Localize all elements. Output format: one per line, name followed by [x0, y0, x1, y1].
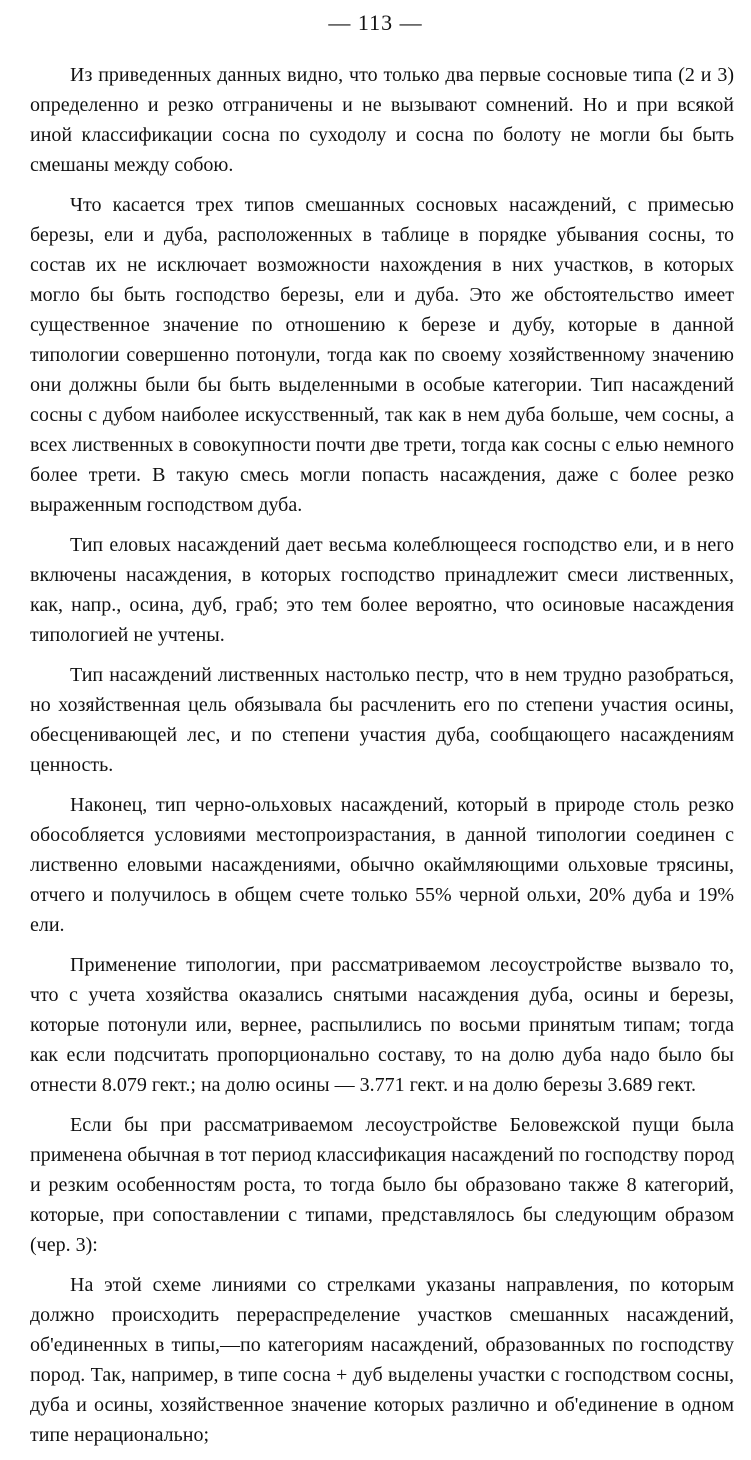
- paragraph: Тип еловых насаждений дает весьма колеблющееся господство ели, и в него включены насаждения, в которых господство принадлежит смеси лиственных, как, напр., осина, дуб, граб; это тем более вероятно, что осиновые насаждения типологией не учтены.: [30, 534, 734, 646]
- paragraph: Если бы при рассматриваемом лесоустройстве Беловежской пущи была применена обычная в тот период классификация насаждений по господству пород и резким особенностям роста, то тогда было бы образовано также 8 категорий, которые, при сопоставлении с типами, представлялось бы следующим образом (чер. 3):: [30, 1114, 734, 1256]
- paragraph: Наконец, тип черно-ольховых насаждений, который в природе столь резко обособляется условиями местопроизрастания, в данной типологии соединен с лиственно еловыми насаждениями, обычно окаймляющими ольховые трясины, отчего и получилось в общем счете только 55% черной ольхи, 20% дуба и 19% ели.: [30, 794, 734, 936]
- paragraph: Из приведенных данных видно, что только два первые сосновые типа (2 и 3) определенно и резко отграничены и не вызывают сомнений. Но и при всякой иной классификации сосна по суходолу и сосна по болоту не могли бы быть смешаны между собою.: [30, 64, 734, 176]
- paragraph: Что касается трех типов смешанных сосновых насаждений, с примесью березы, ели и дуба, расположенных в таблице в порядке убывания сосны, то состав их не исключает возможности нахождения в них участков, в которых могло бы быть господство березы, ели и дуба. Это же обстоятельство имеет существенное значение по отношению к березе и дубу, которые в данной типологии совершенно потонули, тогда как по своему хозяйственному значению они должны были бы быть выделенными в особые категории. Тип насаждений сосны с дубом наиболее искусственный, так как в нем дуба больше, чем сосны, а всех лиственных в совокупности почти две трети, тогда как сосны с елью немного более трети. В такую смесь могли попасть насаждения, даже с более резко выраженным господством дуба.: [30, 194, 734, 516]
- page-number: — 113 —: [328, 10, 423, 35]
- paragraph: Тип насаждений лиственных настолько пестр, что в нем трудно разобраться, но хозяйственная цель обязывала бы расчленить его по степени участия осины, обесценивающей лес, и по степени участия дуба, сообщающего насаждениям ценность.: [30, 664, 734, 776]
- paragraph: Применение типологии, при рассматриваемом лесоустройстве вызвало то, что с учета хозяйства оказались снятыми насаждения дуба, осины и березы, которые потонули или, вернее, распылились по восьми принятым типам; тогда как если подсчитать пропорционально составу, то на долю дуба надо было бы отнести 8.079 гект.; на долю осины — 3.771 гект. и на долю березы 3.689 гект.: [30, 954, 734, 1096]
- paragraph: На этой схеме линиями со стрелками указаны направления, по которым должно происходить перераспределение участков смешанных насаждений, об'единенных в типы,—по категориям насаждений, образованных по господству пород. Так, например, в типе сосна + дуб выделены участки с господством сосны, дуба и осины, хозяйственное значение которых различно и об'единение в одном типе нерационально;: [30, 1274, 734, 1446]
- body-text: [30, 60, 734, 1460]
